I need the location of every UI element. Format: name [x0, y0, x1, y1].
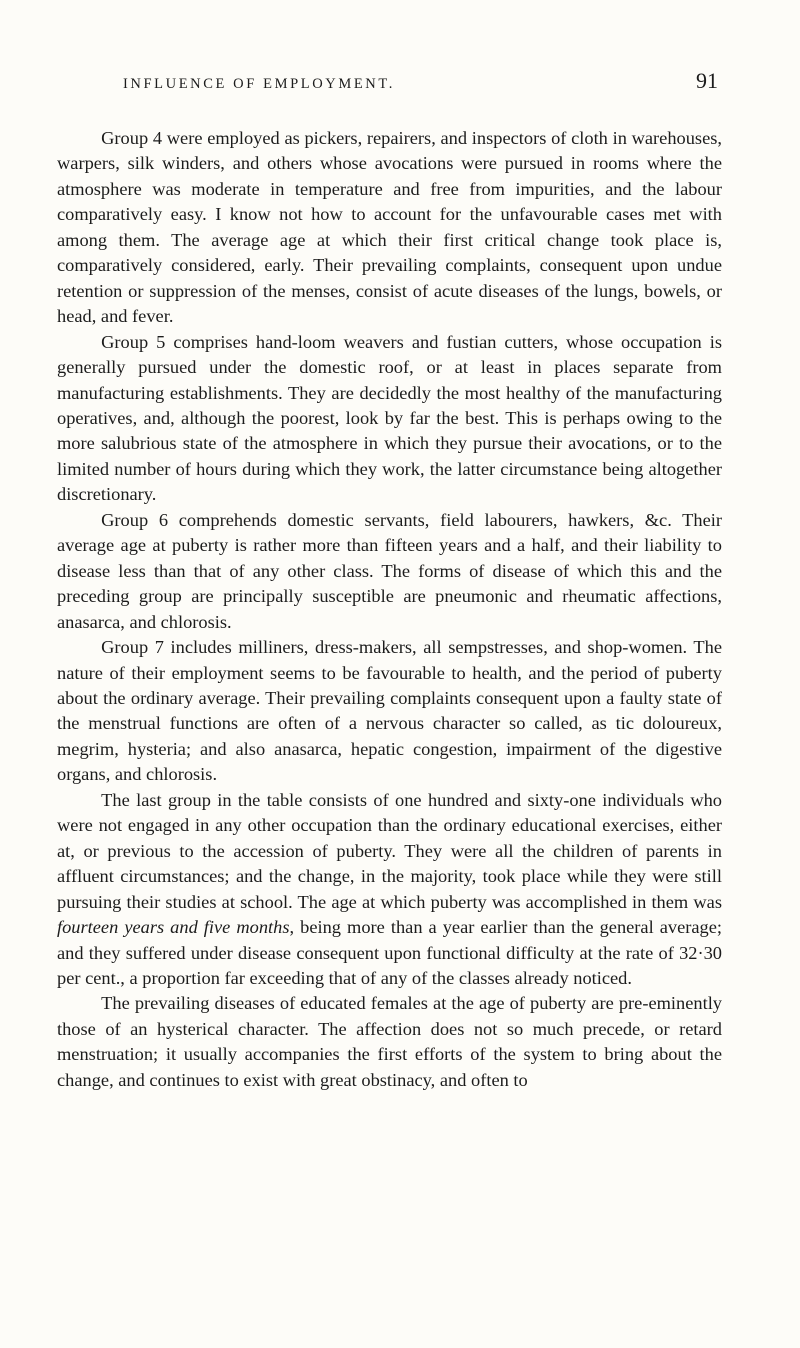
running-title: INFLUENCE OF EMPLOYMENT. — [123, 76, 395, 92]
emphasized-age: fourteen years and five months — [57, 917, 290, 938]
book-page — [57, 68, 722, 1093]
paragraph-group-6: Group 6 comprehends domestic servants, field labourers, hawkers, &c. Their average age at puberty is rather more than fifteen years and a half, and their liability to disease less than that of any other class. The forms of disease of which this and the preceding group are principally susceptible are pneumonic and rheumatic affections, anasarca, and chlorosis. — [57, 509, 722, 632]
paragraph-last-group — [57, 788, 722, 992]
paragraph-group-7: Group 7 includes milliners, dress-makers, all sempstresses, and shop-women. The nature of their employment seems to be favourable to health, and the period of puberty about the ordinary average. Their prevailing complaints consequent upon a faulty state of the menstrual functions are often of a nervous character so called, as tic doloureux, megrim, hysteria; and also anasarca, hepatic congestion, impairment of the digestive organs, and chlorosis. — [57, 637, 722, 785]
running-header — [57, 68, 722, 104]
page-number: 91 — [696, 68, 718, 93]
paragraph-text: , being more than a year earlier than the general average; and they suffered under disease consequent upon functional difficulty at the rate of 32·30 per cent., a proportion far exceeding that of any of the classes already noticed. — [57, 917, 722, 988]
paragraph-text: The last group in the table consists of one hundred and sixty-one individuals who were not engaged in any other occupation than the ordinary educational exercises, either at, or previous to the accession of puberty. They were all the children of parents in affluent circumstances; and the change, in the majority, took place while they were still pursuing their studies at school. The age at which puberty was accomplished in them was — [57, 789, 722, 912]
paragraph-group-5: Group 5 comprises hand-loom weavers and fustian cutters, whose occupation is generally pursued under the domestic roof, or at least in places separate from manufacturing establishments. They are decidedly the most healthy of the manufacturing operatives, and, although the poorest, look by far the best. This is perhaps owing to the more salubrious state of the atmosphere in which they pursue their avocations, or to the limited number of hours during which they work, the latter circumstance being altogether discretionary. — [57, 331, 722, 505]
paragraph-educated-females: The prevailing diseases of educated females at the age of puberty are pre-eminently those of an hysterical character. The affection does not so much precede, or retard menstruation; it usually accompanies the first efforts of the system to bring about the change, and continues to exist with great obstinacy, and often to — [57, 993, 722, 1090]
paragraph-group-4: Group 4 were employed as pickers, repairers, and inspectors of cloth in warehouses, warpers, silk winders, and others whose avocations were pursued in rooms where the atmosphere was moderate in temperature and free from impurities, and the labour comparatively easy. I know not how to account for the unfavourable cases met with among them. The average age at which their first critical change took place is, comparatively considered, early. Their prevailing complaints, consequent upon undue retention or suppression of the menses, consist of acute diseases of the lungs, bowels, or head, and fever. — [57, 128, 722, 327]
